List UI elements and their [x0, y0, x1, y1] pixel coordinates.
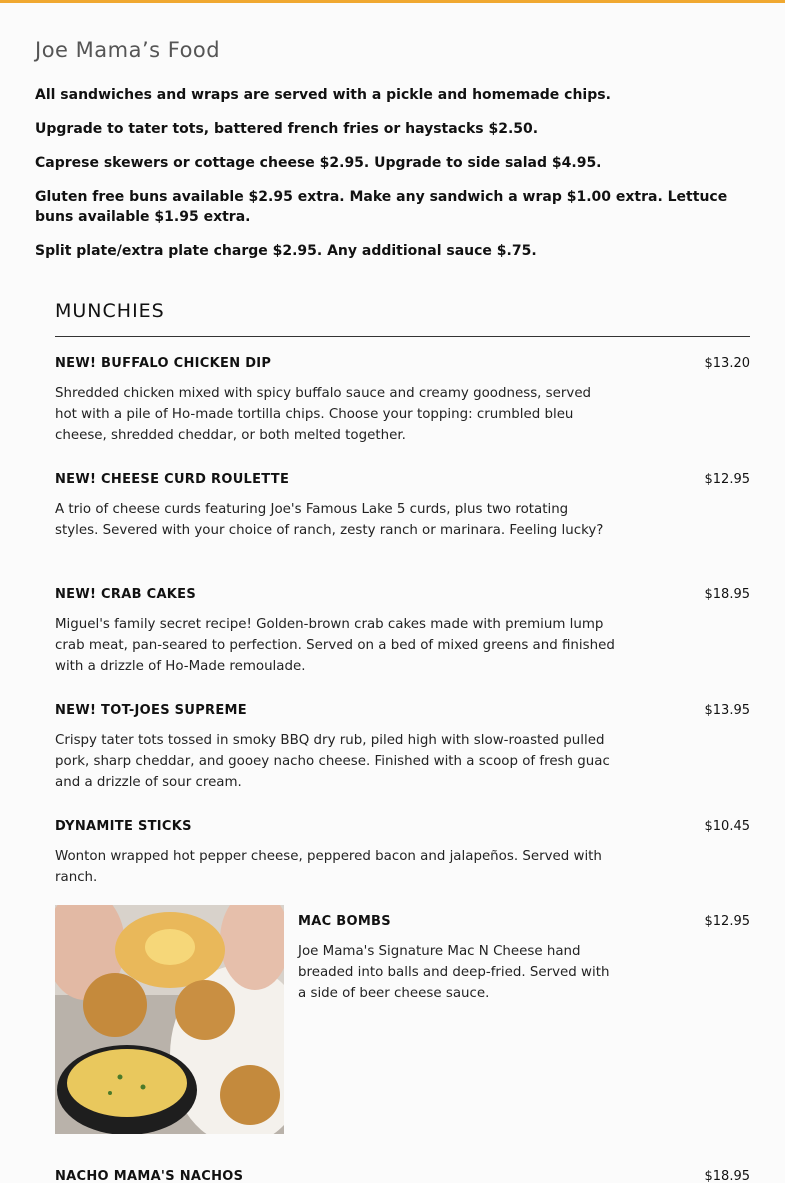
menu-item [55, 587, 750, 677]
section-title: MUNCHIES [55, 300, 750, 337]
item-description: A trio of cheese curds featuring Joe's Famous Lake 5 curds, plus two rotating styles. Severed with your choice of ranch, zesty ranch or marinara. Feeling lucky? [55, 502, 604, 538]
menu-item [55, 1169, 750, 1183]
menu-item [55, 472, 750, 562]
item-price: $10.45 [704, 819, 750, 834]
item-name: NEW! BUFFALO CHICKEN DIP [55, 356, 272, 371]
menu-note: Split plate/extra plate charge $2.95. Any additional sauce $.75. [35, 243, 537, 259]
item-name: NACHO MAMA'S NACHOS [55, 1169, 244, 1183]
menu-item [55, 703, 750, 793]
item-name: NEW! CHEESE CURD ROULETTE [55, 472, 290, 487]
item-description: Miguel's family secret recipe! Golden-brown crab cakes made with premium lump crab meat, pan-seared to perfection. Served on a bed of mixed greens and finished with a drizzle of Ho-Made remoulade. [55, 617, 615, 674]
item-price: $18.95 [704, 587, 750, 602]
item-price: $12.95 [704, 914, 750, 929]
item-name: MAC BOMBS [298, 914, 391, 929]
menu-note: Caprese skewers or cottage cheese $2.95. Upgrade to side salad $4.95. [35, 155, 602, 171]
item-price: $13.20 [704, 356, 750, 371]
item-price: $18.95 [704, 1169, 750, 1183]
menu-item [55, 914, 750, 1144]
item-name: NEW! TOT-JOES SUPREME [55, 703, 247, 718]
item-name: DYNAMITE STICKS [55, 819, 192, 834]
item-name: NEW! CRAB CAKES [55, 587, 197, 602]
menu-item [55, 819, 750, 889]
menu-section-munchies [55, 300, 750, 1183]
item-price: $13.95 [704, 703, 750, 718]
item-price: $12.95 [704, 472, 750, 487]
item-description: Joe Mama's Signature Mac N Cheese hand breaded into balls and deep-fried. Served with a side of beer cheese sauce. [298, 944, 610, 1001]
item-description: Crispy tater tots tossed in smoky BBQ dry rub, piled high with slow-roasted pulled pork, sharp cheddar, and gooey nacho cheese. Finished with a scoop of fresh guac and a drizzle of sour cream. [55, 733, 610, 790]
menu-note: All sandwiches and wraps are served with a pickle and homemade chips. [35, 87, 611, 103]
mac-bombs-photo [55, 905, 284, 1134]
accent-top-bar [0, 0, 785, 3]
menu-note: Upgrade to tater tots, battered french fries or haystacks $2.50. [35, 121, 539, 137]
item-description: Shredded chicken mixed with spicy buffalo sauce and creamy goodness, served hot with a pile of Ho-made tortilla chips. Choose your topping: crumbled bleu cheese, shredded cheddar, or both melted together. [55, 386, 592, 443]
item-description: Wonton wrapped hot pepper cheese, peppered bacon and jalapeños. Served with ranch. [55, 849, 602, 885]
page-title: Joe Mama’s Food [35, 38, 221, 62]
menu-notes [35, 85, 735, 275]
menu-item [55, 356, 750, 446]
menu-note: Gluten free buns available $2.95 extra. Make any sandwich a wrap $1.00 extra. Lettuce buns available $1.95 extra. [35, 189, 728, 225]
